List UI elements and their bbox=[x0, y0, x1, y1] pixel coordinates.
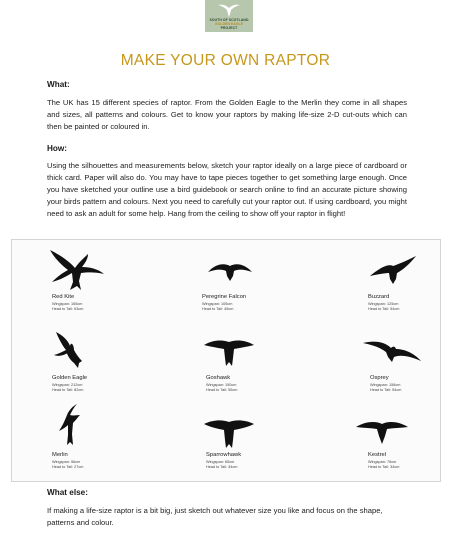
osprey-silhouette bbox=[361, 338, 423, 366]
bird-name: Kestrel bbox=[368, 452, 387, 458]
red-kite-icon bbox=[48, 248, 106, 293]
bird-wingspan: Wingspan: 56cm bbox=[52, 460, 81, 464]
golden-eagle-silhouette bbox=[52, 330, 92, 370]
bird-wingspan: Wingspan: 65cm bbox=[206, 460, 235, 464]
bird-name: Peregrine Falcon bbox=[202, 294, 247, 300]
bird-length: Head to Tail: 34cm bbox=[368, 465, 400, 469]
raptor-silhouettes-panel bbox=[11, 239, 441, 482]
page-title: MAKE YOUR OWN RAPTOR bbox=[120, 52, 331, 69]
what-heading: What: bbox=[47, 80, 70, 89]
bird-name: Buzzard bbox=[368, 294, 390, 300]
peregrine-falcon-icon bbox=[206, 259, 254, 283]
bird-wingspan: Wingspan: 165cm bbox=[52, 302, 83, 306]
sparrowhawk-silhouette bbox=[202, 416, 256, 450]
sparrowhawk-icon bbox=[202, 416, 256, 450]
bird-length: Head to Tail: 54cm bbox=[370, 388, 402, 392]
bird-length: Head to Tail: 27cm bbox=[52, 465, 84, 469]
bird-wingspan: Wingspan: 76cm bbox=[368, 460, 397, 464]
how-paragraph: Using the silhouettes and measurements below, sketch your raptor ideally on a large piece of cardboard or thick card. Paper will also do. You may have to tape pieces together to get something large enough. Once you have sketched your outline use a bird guidebook or search online to find an accurate picture showing your birds pattern and colours. Next you need to carefully cut your raptor out. If using cardboard, you might need to ask an adult for some help. Hang from the ceiling to show off your raptor in flight! bbox=[47, 161, 407, 218]
kestrel-icon bbox=[354, 416, 410, 446]
red-kite-silhouette bbox=[48, 248, 106, 293]
what-paragraph: The UK has 15 different species of raptor. From the Golden Eagle to the Merlin they come in all shapes and sizes, all patterns and colours. Get to know your raptors by making life-size 2-D cut-outs which can then be painted or coloured in. bbox=[47, 98, 407, 131]
logo-text: SOUTH OF SCOTLAND GOLDEN EAGLE PROJECT bbox=[209, 18, 249, 30]
bird-name: Merlin bbox=[52, 452, 68, 458]
bird-name: Golden Eagle bbox=[52, 375, 88, 381]
what-else-heading: What else: bbox=[47, 488, 88, 497]
bird-name: Sparrowhawk bbox=[206, 452, 242, 458]
bird-length: Head to Tail: 63cm bbox=[52, 307, 84, 311]
goshawk-icon bbox=[202, 336, 256, 368]
bird-length: Head to Tail: 34cm bbox=[206, 465, 238, 469]
bird-name: Osprey bbox=[370, 375, 389, 381]
eagle-logo-icon bbox=[217, 2, 241, 18]
bird-length: Head to Tail: 55cm bbox=[206, 388, 238, 392]
bird-name: Goshawk bbox=[206, 375, 231, 381]
bird-wingspan: Wingspan: 150cm bbox=[206, 383, 237, 387]
bird-wingspan: Wingspan: 158cm bbox=[370, 383, 401, 387]
buzzard-icon bbox=[368, 254, 418, 286]
osprey-icon bbox=[361, 338, 423, 366]
how-heading: How: bbox=[47, 144, 68, 153]
merlin-silhouette bbox=[56, 403, 82, 447]
bird-length: Head to Tail: 54cm bbox=[368, 307, 400, 311]
project-logo bbox=[205, 0, 253, 32]
peregrine-falcon-silhouette bbox=[206, 259, 254, 283]
bird-wingspan: Wingspan: 125cm bbox=[368, 302, 399, 306]
kestrel-silhouette bbox=[354, 416, 410, 446]
bird-wingspan: Wingspan: 212cm bbox=[52, 383, 83, 387]
bird-wingspan: Wingspan: 105cm bbox=[202, 302, 233, 306]
golden-eagle-icon bbox=[52, 330, 92, 370]
buzzard-silhouette bbox=[368, 254, 418, 286]
goshawk-silhouette bbox=[202, 336, 256, 368]
merlin-icon bbox=[56, 403, 82, 447]
what-else-paragraph: If making a life-size raptor is a bit big, just sketch out whatever size you like and focus on the shape, patterns and colour. bbox=[47, 506, 383, 527]
bird-length: Head to Tail: 45cm bbox=[202, 307, 234, 311]
bird-name: Red Kite bbox=[52, 294, 75, 300]
bird-length: Head to Tail: 82cm bbox=[52, 388, 84, 392]
